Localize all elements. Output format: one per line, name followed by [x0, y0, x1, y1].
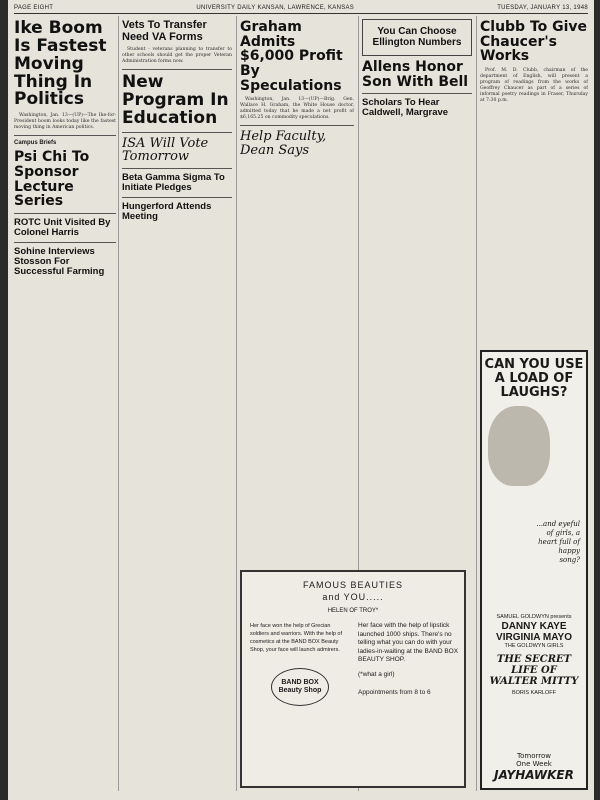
newspaper-page [8, 0, 594, 800]
film-title: THE SECRET LIFE OF WALTER MITTY [489, 654, 579, 687]
headline-ike-boom: Ike Boom Is Fastest Moving Thing In Politics [14, 18, 107, 110]
ad-left [250, 622, 350, 706]
vets-lead: Student - veterans planning to transfer to other schools should get the proper Veteran Administration forms now. [122, 47, 232, 65]
divider [362, 93, 472, 94]
schedule-when: Tomorrow [517, 752, 551, 760]
clubb-lead: Prof. M. D. Clubb, chairman of the department of English, will present a program of readings from the works of Geoffrey Chaucer as part of a series of informal poetry readings in Fraser, Thursday at 7:30 p.m. [480, 68, 588, 104]
headline-scholars: Scholars To Hear Caldwell, Margrave [362, 97, 449, 119]
band-box-logo: BAND BOX Beauty Shop [271, 668, 329, 706]
headline-rotc: ROTC Unit Visited By Colonel Harris [14, 216, 111, 238]
ad-right [358, 622, 460, 698]
theater-name: JAYHAWKER [494, 768, 574, 782]
ad-title: FAMOUS BEAUTIES [302, 580, 404, 590]
divider [122, 132, 232, 133]
campus-briefs-label: Campus Briefs [14, 140, 57, 147]
band-box-ad [240, 570, 466, 788]
movie-tagline: ...and eyeful of girls, a heart full of happy song? [536, 520, 580, 564]
movie-credits [486, 614, 582, 697]
ike-dateline: Washington, Jan. 13—(UP)—The Ike-for-President boom looks today like the fastest moving thing in American politics. [14, 113, 116, 131]
headline-hungerford: Hungerford Attends Meeting [122, 200, 212, 222]
masthead [14, 2, 588, 14]
divider [122, 69, 232, 70]
movie-schedule [486, 752, 582, 782]
actor-portrait [488, 406, 550, 486]
ellington-box [362, 19, 472, 56]
column-rule [476, 16, 477, 791]
movie-ad [480, 350, 588, 790]
paper-name: UNIVERSITY DAILY KANSAN, LAWRENCE, KANSAS [196, 4, 355, 11]
headline-psi-chi: Psi Chi To Sponsor Lecture Series [14, 149, 90, 210]
headline-sohine: Sohine Interviews Stosson For Successful Farming [14, 245, 105, 277]
headline-help-faculty: Help Faculty, Dean Says [240, 129, 327, 159]
schedule-duration: One Week [516, 760, 552, 768]
ad-body: Her face won the help of Grecian soldiers and warriors. With the help of cosmetics at the BAND BOX Beauty Shop, your face will launch admirers. [250, 623, 343, 653]
headline-graham: Graham Admits $6,000 Profit By Speculations [240, 19, 343, 94]
star-name: DANNY KAYE [501, 621, 567, 632]
movie-ad-headline: CAN YOU USE A LOAD OF LAUGHS? [484, 357, 584, 400]
headline-new-program: New Program In Education [122, 72, 229, 128]
headline-clubb: Clubb To Give Chaucer's Works [480, 19, 588, 65]
divider [14, 242, 116, 243]
headline-isa-vote: ISA Will Vote Tomorrow [122, 135, 209, 165]
headline-beta-gamma: Beta Gamma Sigma To Initiate Pledges [122, 171, 225, 193]
graham-dateline: Washington, Jan. 13—(UP)—Brig. Gen. Wallace H. Graham, the White House doctor, admitted today that he made a net profit of $6,165.25 on commodity speculations. [240, 97, 354, 121]
divider [240, 125, 354, 126]
divider [122, 168, 232, 169]
ad-right-text: Her face with the help of lipstick launched 1000 ships. There's no telling what you can do with your ladies-in-waiting at the BAND BOX BEAUTY SHOP. [358, 622, 459, 663]
ad-phone: Appointments from 8 to 6 [358, 689, 431, 696]
issue-date: TUESDAY, JANUARY 13, 1948 [497, 4, 588, 11]
column-rule [118, 16, 119, 791]
page-number: PAGE EIGHT [14, 4, 54, 11]
column-5 [480, 16, 588, 346]
group-name: THE GOLDWYN GIRLS [504, 643, 564, 649]
column-2 [122, 16, 232, 796]
divider [14, 135, 116, 136]
column-rule [236, 16, 237, 791]
headline-vets-transfer: Vets To Transfer Need VA Forms [122, 19, 207, 43]
ad-footnote: (*what a girl) [358, 670, 395, 678]
divider [14, 213, 116, 214]
supporting-cast: BORIS KARLOFF [511, 690, 556, 696]
presenter: SAMUEL GOLDWYN presents [496, 614, 572, 620]
column-1 [14, 16, 116, 796]
ad-subtitle: HELEN OF TROY* [327, 608, 379, 614]
divider [122, 197, 232, 198]
headline-allens: Allens Honor Son With Bell [362, 59, 469, 90]
costar-name: VIRGINIA MAYO [496, 632, 572, 643]
headline-ellington: You Can Choose Ellington Numbers [372, 26, 462, 48]
ad-title-2: and YOU..... [322, 592, 384, 602]
